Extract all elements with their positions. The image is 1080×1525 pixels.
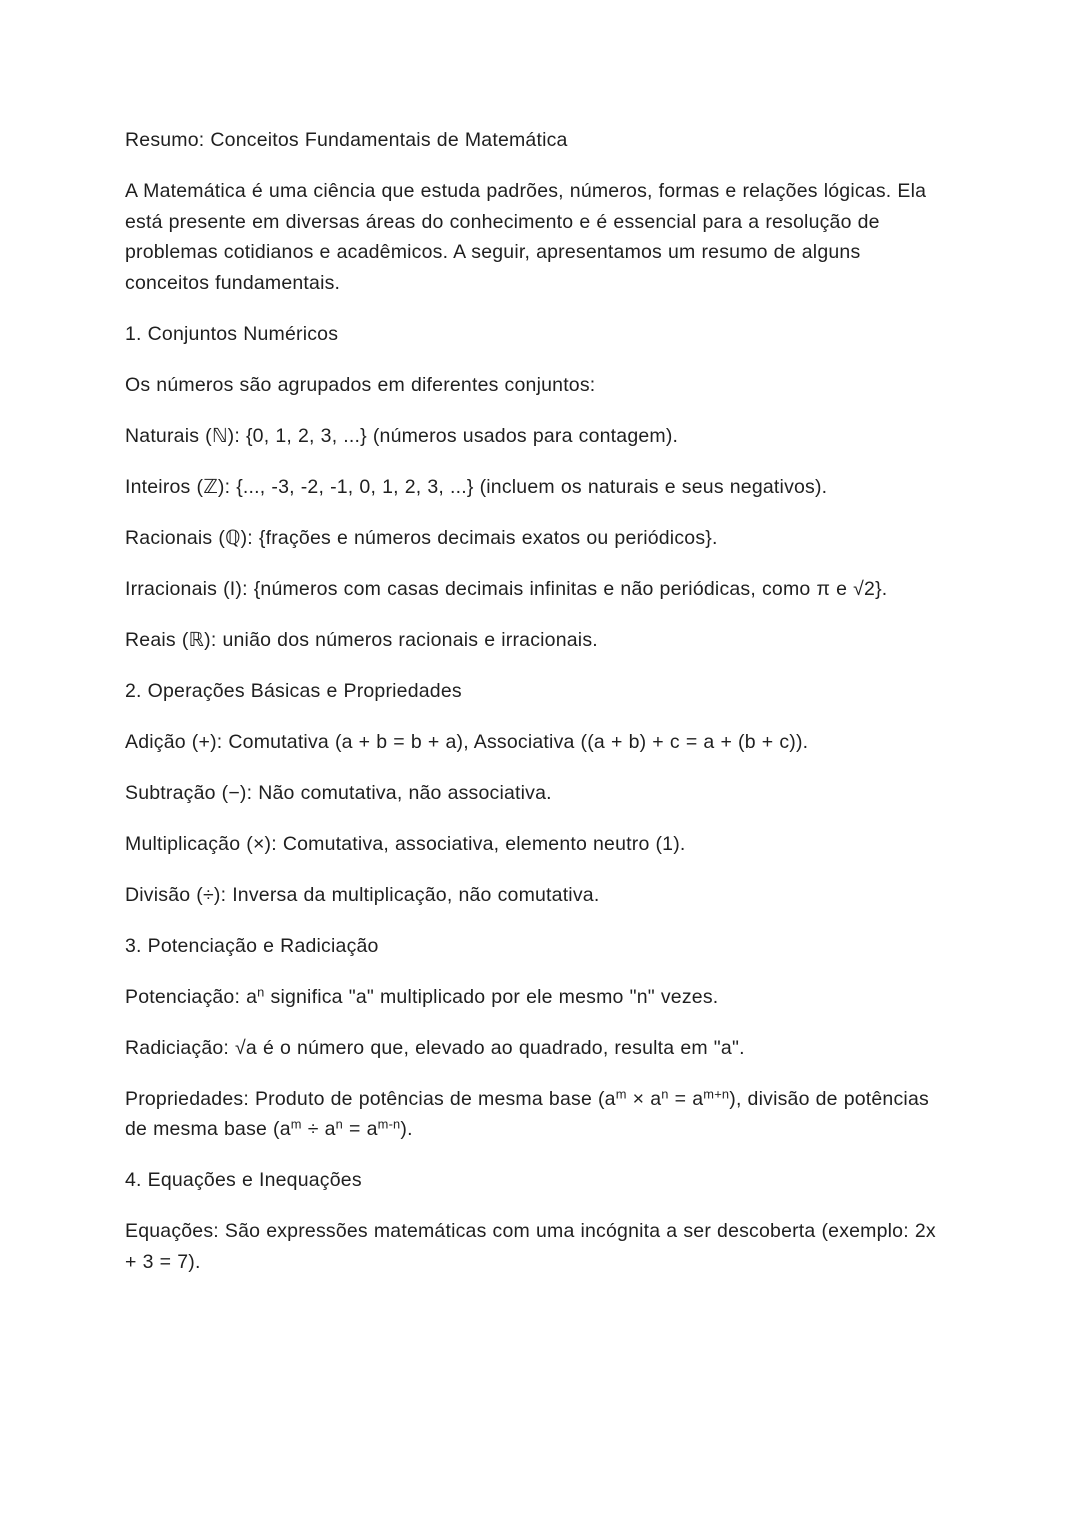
properties-text-6: = a <box>343 1118 378 1140</box>
exponent-n-1: n <box>661 1085 669 1101</box>
properties-text-5: ÷ a <box>301 1118 336 1140</box>
exponent-m-2: m <box>290 1116 302 1132</box>
numeric-set-racionais: Racionais (ℚ): {frações e números decimais exatos ou periódicos}. <box>125 526 718 549</box>
operation-divisao: Divisão (÷): Inversa da multiplicação, não comutativa. <box>125 883 600 906</box>
section-1-heading: 1. Conjuntos Numéricos <box>125 322 339 345</box>
properties-text-7: ). <box>400 1118 413 1140</box>
document-body <box>125 125 943 1277</box>
potenciacao-text-before: Potenciação: a <box>125 985 258 1008</box>
numeric-set-reais: Reais (ℝ): união dos números racionais e irracionais. <box>125 628 598 651</box>
properties-text-2: × a <box>626 1087 662 1110</box>
exponent-m-1: m <box>615 1085 627 1101</box>
section-2-heading: 2. Operações Básicas e Propriedades <box>125 679 462 702</box>
document-title: Resumo: Conceitos Fundamentais de Matemática <box>125 129 568 151</box>
equacoes-definition: Equações: São expressões matemáticas com uma incógnita a ser descoberta (exemplo: 2x + 3 = 7). <box>125 1220 936 1273</box>
section-4-heading: 4. Equações e Inequações <box>125 1169 362 1191</box>
exponent-m-plus-n: m+n <box>703 1085 730 1101</box>
section-3-heading: 3. Potenciação e Radiciação <box>125 934 379 957</box>
section-1-intro: Os números são agrupados em diferentes conjuntos: <box>125 373 596 396</box>
radiciacao-definition: Radiciação: √a é o número que, elevado ao quadrado, resulta em "a". <box>125 1036 745 1059</box>
potenciacao-definition <box>125 982 943 1013</box>
exponent-m-minus-n: m-n <box>377 1116 401 1132</box>
operation-adicao: Adição (+): Comutativa (a + b = b + a), Associativa ((a + b) + c = a + (b + c)). <box>125 730 809 753</box>
properties-text-3: = a <box>668 1087 704 1110</box>
operation-multiplicacao: Multiplicação (×): Comutativa, associativa, elemento neutro (1). <box>125 832 686 855</box>
potenciacao-text-after: significa "a" multiplicado por ele mesmo "n" vezes. <box>264 985 719 1008</box>
properties-text-4: ), divisão de potências de mesma base (a <box>125 1087 929 1140</box>
operation-subtracao: Subtração (−): Não comutativa, não associativa. <box>125 781 552 804</box>
numeric-set-inteiros: Inteiros (ℤ): {..., -3, -2, -1, 0, 1, 2, 3, ...} (incluem os naturais e seus negativos). <box>125 475 828 498</box>
exponent-n-2: n <box>335 1116 344 1132</box>
properties-text-1: Propriedades: Produto de potências de mesma base (a <box>125 1087 616 1110</box>
intro-paragraph: A Matemática é uma ciência que estuda padrões, números, formas e relações lógicas. Ela está presente em diversas áreas do conhecimento e é essencial para a resolução de problemas cotidianos e acadêmicos. A seguir, apresentamos um resumo de alguns conceitos fundamentais. <box>125 180 927 294</box>
potenciacao-exponent-n: n <box>257 983 265 999</box>
numeric-set-irracionais: Irracionais (I): {números com casas decimais infinitas e não periódicas, como π e √2}. <box>125 577 888 600</box>
numeric-set-naturais: Naturais (ℕ): {0, 1, 2, 3, ...} (números usados para contagem). <box>125 424 679 447</box>
potencia-properties <box>125 1084 943 1145</box>
